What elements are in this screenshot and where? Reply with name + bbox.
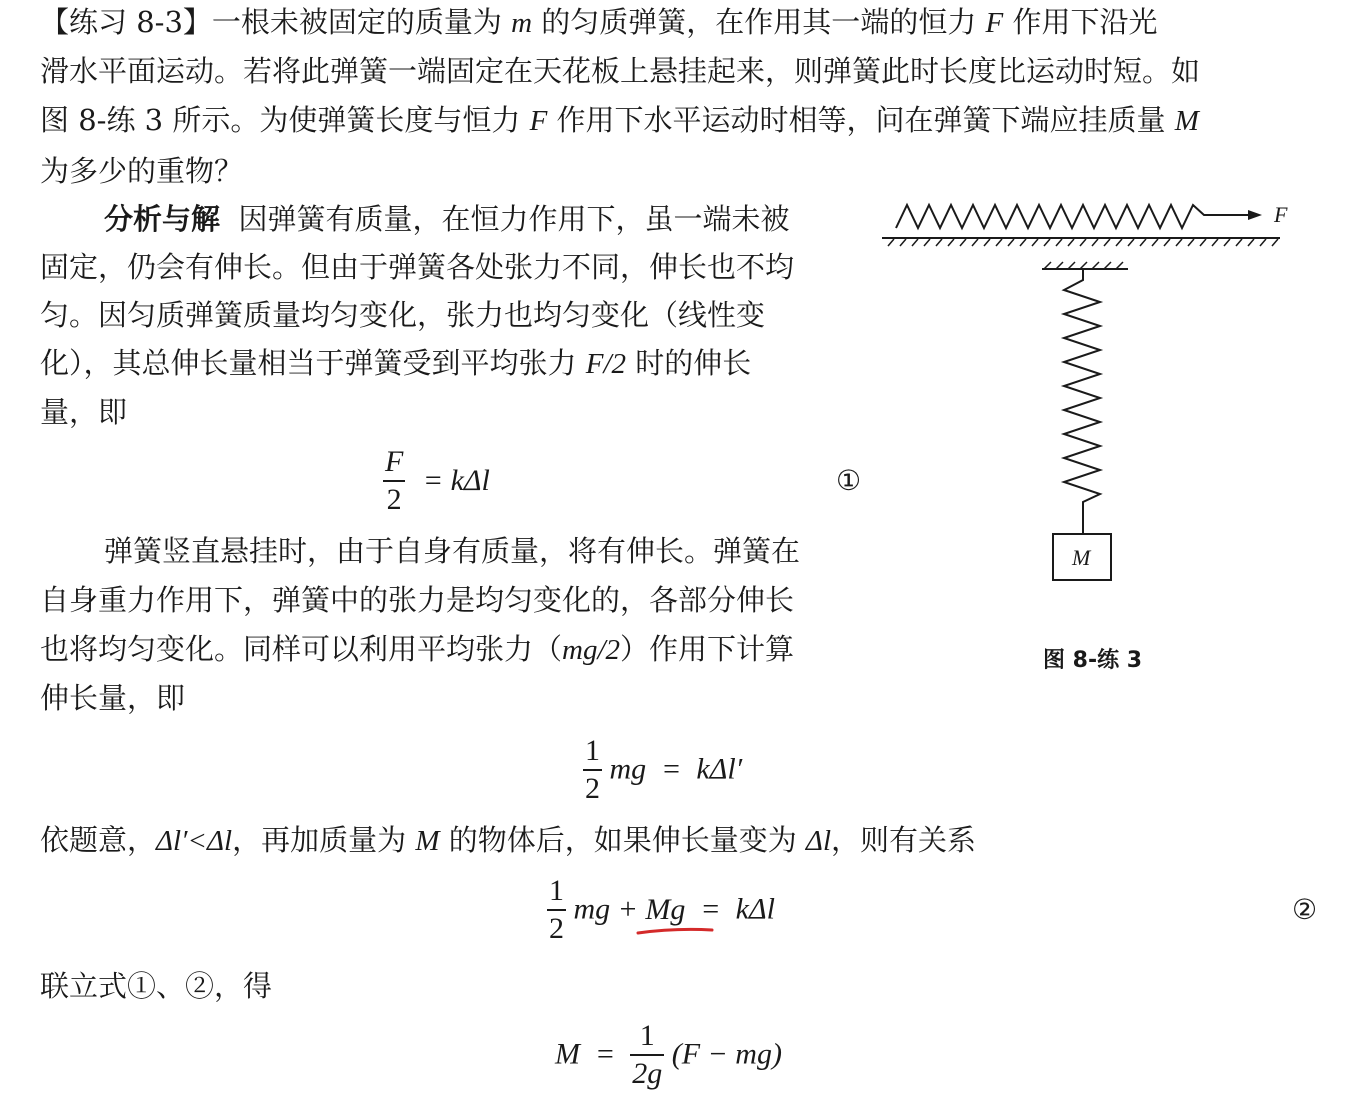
analysis-heading: 分析与解 <box>104 202 221 236</box>
text: 的物体后，如果伸长量变为 <box>439 823 806 857</box>
text: 一根未被固定的质量为 <box>211 5 512 39</box>
text: ）作用下计算 <box>620 632 795 666</box>
equation-3 <box>555 1020 782 1089</box>
analysis-line-5: 量，即 <box>40 395 128 429</box>
text: 作用下沿光 <box>1003 5 1158 39</box>
equation-number-2: ② <box>1292 893 1318 926</box>
analysis-line-4 <box>40 346 752 380</box>
analysis-line-8 <box>40 632 795 666</box>
text: ，再加质量为 <box>232 823 416 857</box>
analysis-line-3: 匀。因匀质弹簧质量均匀变化，张力也均匀变化（线性变 <box>40 298 766 332</box>
text: 也将均匀变化。同样可以利用平均张力（ <box>40 632 563 666</box>
var-F: F <box>529 105 548 137</box>
problem-label: 【练习 8-3】 <box>40 5 212 39</box>
equation-2 <box>547 875 775 944</box>
text: 作用下水平运动时相等，问在弹簧下端应挂质量 <box>547 103 1175 137</box>
var-M: M <box>1174 105 1199 137</box>
equation-lhs: M = <box>555 1037 623 1071</box>
analysis-line-7: 自身重力作用下，弹簧中的张力是均匀变化的，各部分伸长 <box>40 583 795 617</box>
problem-line-4: 为多少的重物？ <box>40 154 244 188</box>
analysis-line-2: 固定，仍会有伸长。但由于弹簧各处张力不同，伸长也不均 <box>40 250 795 284</box>
equation-rhs: = kΔl <box>422 463 490 497</box>
denominator: 2 <box>386 482 402 516</box>
equation-1 <box>383 446 490 515</box>
var-mg-half: mg/2 <box>562 634 621 666</box>
numerator: 1 <box>583 735 602 771</box>
var-M: M <box>415 825 440 857</box>
analysis-line-9: 伸长量，即 <box>40 681 186 715</box>
term-Mg-text: Mg <box>645 892 686 926</box>
text: 依题意， <box>40 823 157 857</box>
text: 时的伸长 <box>626 346 752 380</box>
problem-line-3 <box>40 103 1199 137</box>
denominator: 2 <box>549 911 564 945</box>
fraction <box>383 446 405 515</box>
fraction <box>583 735 602 804</box>
horizontal-spring <box>896 205 1238 228</box>
text: 图 8-练 3 所示。为使弹簧长度与恒力 <box>40 103 530 137</box>
force-arrow-head <box>1248 210 1262 220</box>
comparison: Δl′<Δl <box>156 825 233 857</box>
numerator: 1 <box>547 875 566 911</box>
term-Mg <box>645 893 685 926</box>
text: ，则有关系 <box>831 823 977 857</box>
analysis-line-10 <box>40 823 977 857</box>
equation-number-1: ① <box>836 464 862 497</box>
equation-rhs: mg = kΔl′ <box>609 752 743 786</box>
fraction <box>547 875 566 944</box>
var-F: F <box>985 7 1004 39</box>
red-underline <box>635 923 715 937</box>
ground-hatching <box>888 239 1278 246</box>
text: 因弹簧有质量，在恒力作用下，虽一端未被 <box>238 202 790 236</box>
equation-body <box>574 893 775 926</box>
var-m: m <box>511 7 533 39</box>
figure-caption: 图 8-练 3 <box>1043 648 1143 673</box>
denominator: 2 <box>585 771 600 805</box>
text: 的匀质弹簧，在作用其一端的恒力 <box>532 5 986 39</box>
text: 化），其总伸长量相当于弹簧受到平均张力 <box>40 346 586 380</box>
numerator: 1 <box>630 1020 664 1056</box>
term-mg: mg + <box>573 892 646 926</box>
ceiling-hatching <box>1044 262 1123 269</box>
var-F-half: F/2 <box>585 348 627 380</box>
problem-line-2: 滑水平面运动。若将此弹簧一端固定在天花板上悬挂起来，则弹簧此时长度比运动时短。如 <box>40 54 1201 88</box>
spring-figure <box>878 188 1298 598</box>
equation-half-mg <box>583 735 742 804</box>
analysis-line-1 <box>104 202 790 236</box>
hatch-marks <box>888 239 1278 246</box>
mass-label: M <box>1072 545 1091 570</box>
analysis-line-11: 联立式①、②，得 <box>40 969 273 1003</box>
equation-rhs: = kΔl <box>685 892 775 926</box>
analysis-line-6: 弹簧竖直悬挂时，由于自身有质量，将有伸长。弹簧在 <box>104 534 801 568</box>
underline-stroke <box>638 929 712 933</box>
equation-rhs: (F − mg) <box>671 1037 782 1071</box>
denominator: 2g <box>632 1056 663 1090</box>
problem-line-1 <box>40 5 1158 39</box>
numerator: F <box>383 446 405 482</box>
vertical-spring <box>1064 269 1100 534</box>
force-label: F <box>1274 202 1288 227</box>
var-delta-l: Δl <box>805 825 831 857</box>
fraction <box>630 1020 664 1089</box>
